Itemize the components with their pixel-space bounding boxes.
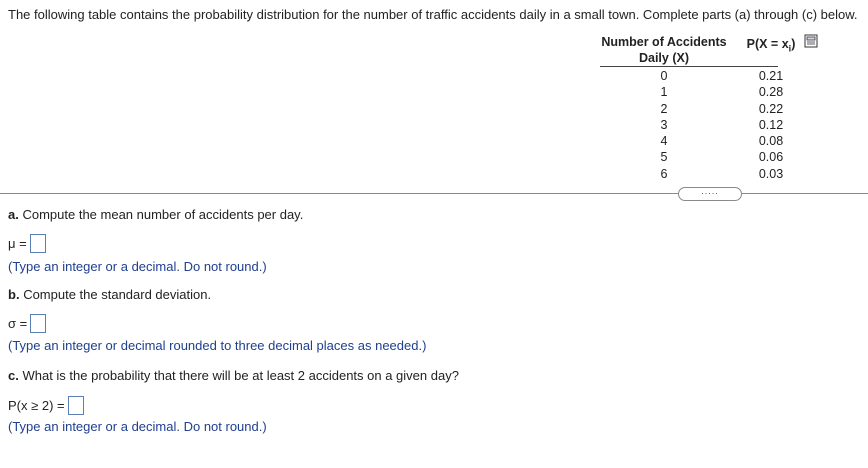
part-a-question <box>8 207 303 222</box>
table-body <box>598 68 784 182</box>
table-row <box>598 133 784 149</box>
accidents-value: 3 <box>660 117 668 132</box>
table-row <box>598 166 784 182</box>
part-c-label: c. <box>8 368 19 383</box>
table-row <box>598 101 784 117</box>
probability-value: 0.28 <box>758 85 784 100</box>
mean-label: μ = <box>8 236 27 251</box>
probability-label: P(x ≥ 2) = <box>8 398 65 413</box>
header-accidents <box>598 34 730 66</box>
probability-value: 0.12 <box>758 117 784 132</box>
part-c-hint: (Type an integer or a decimal. Do not round.) <box>8 419 267 434</box>
part-c-text: What is the probability that there will be at least 2 accidents on a given day? <box>22 368 459 383</box>
copy-table-icon[interactable] <box>804 34 818 48</box>
part-c-answer <box>8 396 84 415</box>
probability-value: 0.21 <box>758 69 784 83</box>
part-b-label: b. <box>8 287 20 302</box>
part-b-answer <box>8 314 46 333</box>
part-a-label: a. <box>8 207 19 222</box>
part-b-question <box>8 287 211 302</box>
std-dev-input[interactable] <box>30 314 46 333</box>
header-probability-sub: i <box>788 43 792 54</box>
accidents-value: 0 <box>660 69 668 83</box>
header-probability-end: ) <box>791 37 796 51</box>
probability-value: 0.06 <box>758 150 784 165</box>
accidents-value: 2 <box>660 101 668 116</box>
accidents-value: 4 <box>660 134 668 149</box>
part-b-text: Compute the standard deviation. <box>23 287 212 302</box>
probability-value: 0.22 <box>758 101 784 116</box>
header-probability-main: P(X = x <box>746 37 789 51</box>
accidents-value: 1 <box>660 85 668 100</box>
header-probability <box>740 37 802 54</box>
part-a-hint: (Type an integer or a decimal. Do not round.) <box>8 259 267 274</box>
part-a-answer <box>8 234 46 253</box>
header-accidents-line2: Daily (X) <box>638 51 689 65</box>
probability-value: 0.08 <box>758 134 784 149</box>
probability-input[interactable] <box>68 396 84 415</box>
table-row <box>598 84 784 100</box>
table-row <box>598 68 784 84</box>
accidents-value: 6 <box>660 166 668 181</box>
table-row <box>598 117 784 133</box>
part-b-hint: (Type an integer or decimal rounded to three decimal places as needed.) <box>8 338 427 353</box>
header-rule <box>600 66 778 67</box>
part-c-question <box>8 368 459 383</box>
problem-statement: The following table contains the probability distribution for the number of traffic accidents daily in a small town. Complete parts (a) through (c) below. <box>8 7 858 22</box>
part-a-text: Compute the mean number of accidents per day. <box>22 207 304 222</box>
std-dev-label: σ = <box>8 316 28 331</box>
table-row <box>598 149 784 165</box>
accidents-value: 5 <box>660 150 668 165</box>
mean-input[interactable] <box>30 234 46 253</box>
more-button[interactable]: ..... <box>678 187 742 201</box>
probability-value: 0.03 <box>758 166 784 181</box>
header-accidents-line1: Number of Accidents <box>601 35 727 49</box>
